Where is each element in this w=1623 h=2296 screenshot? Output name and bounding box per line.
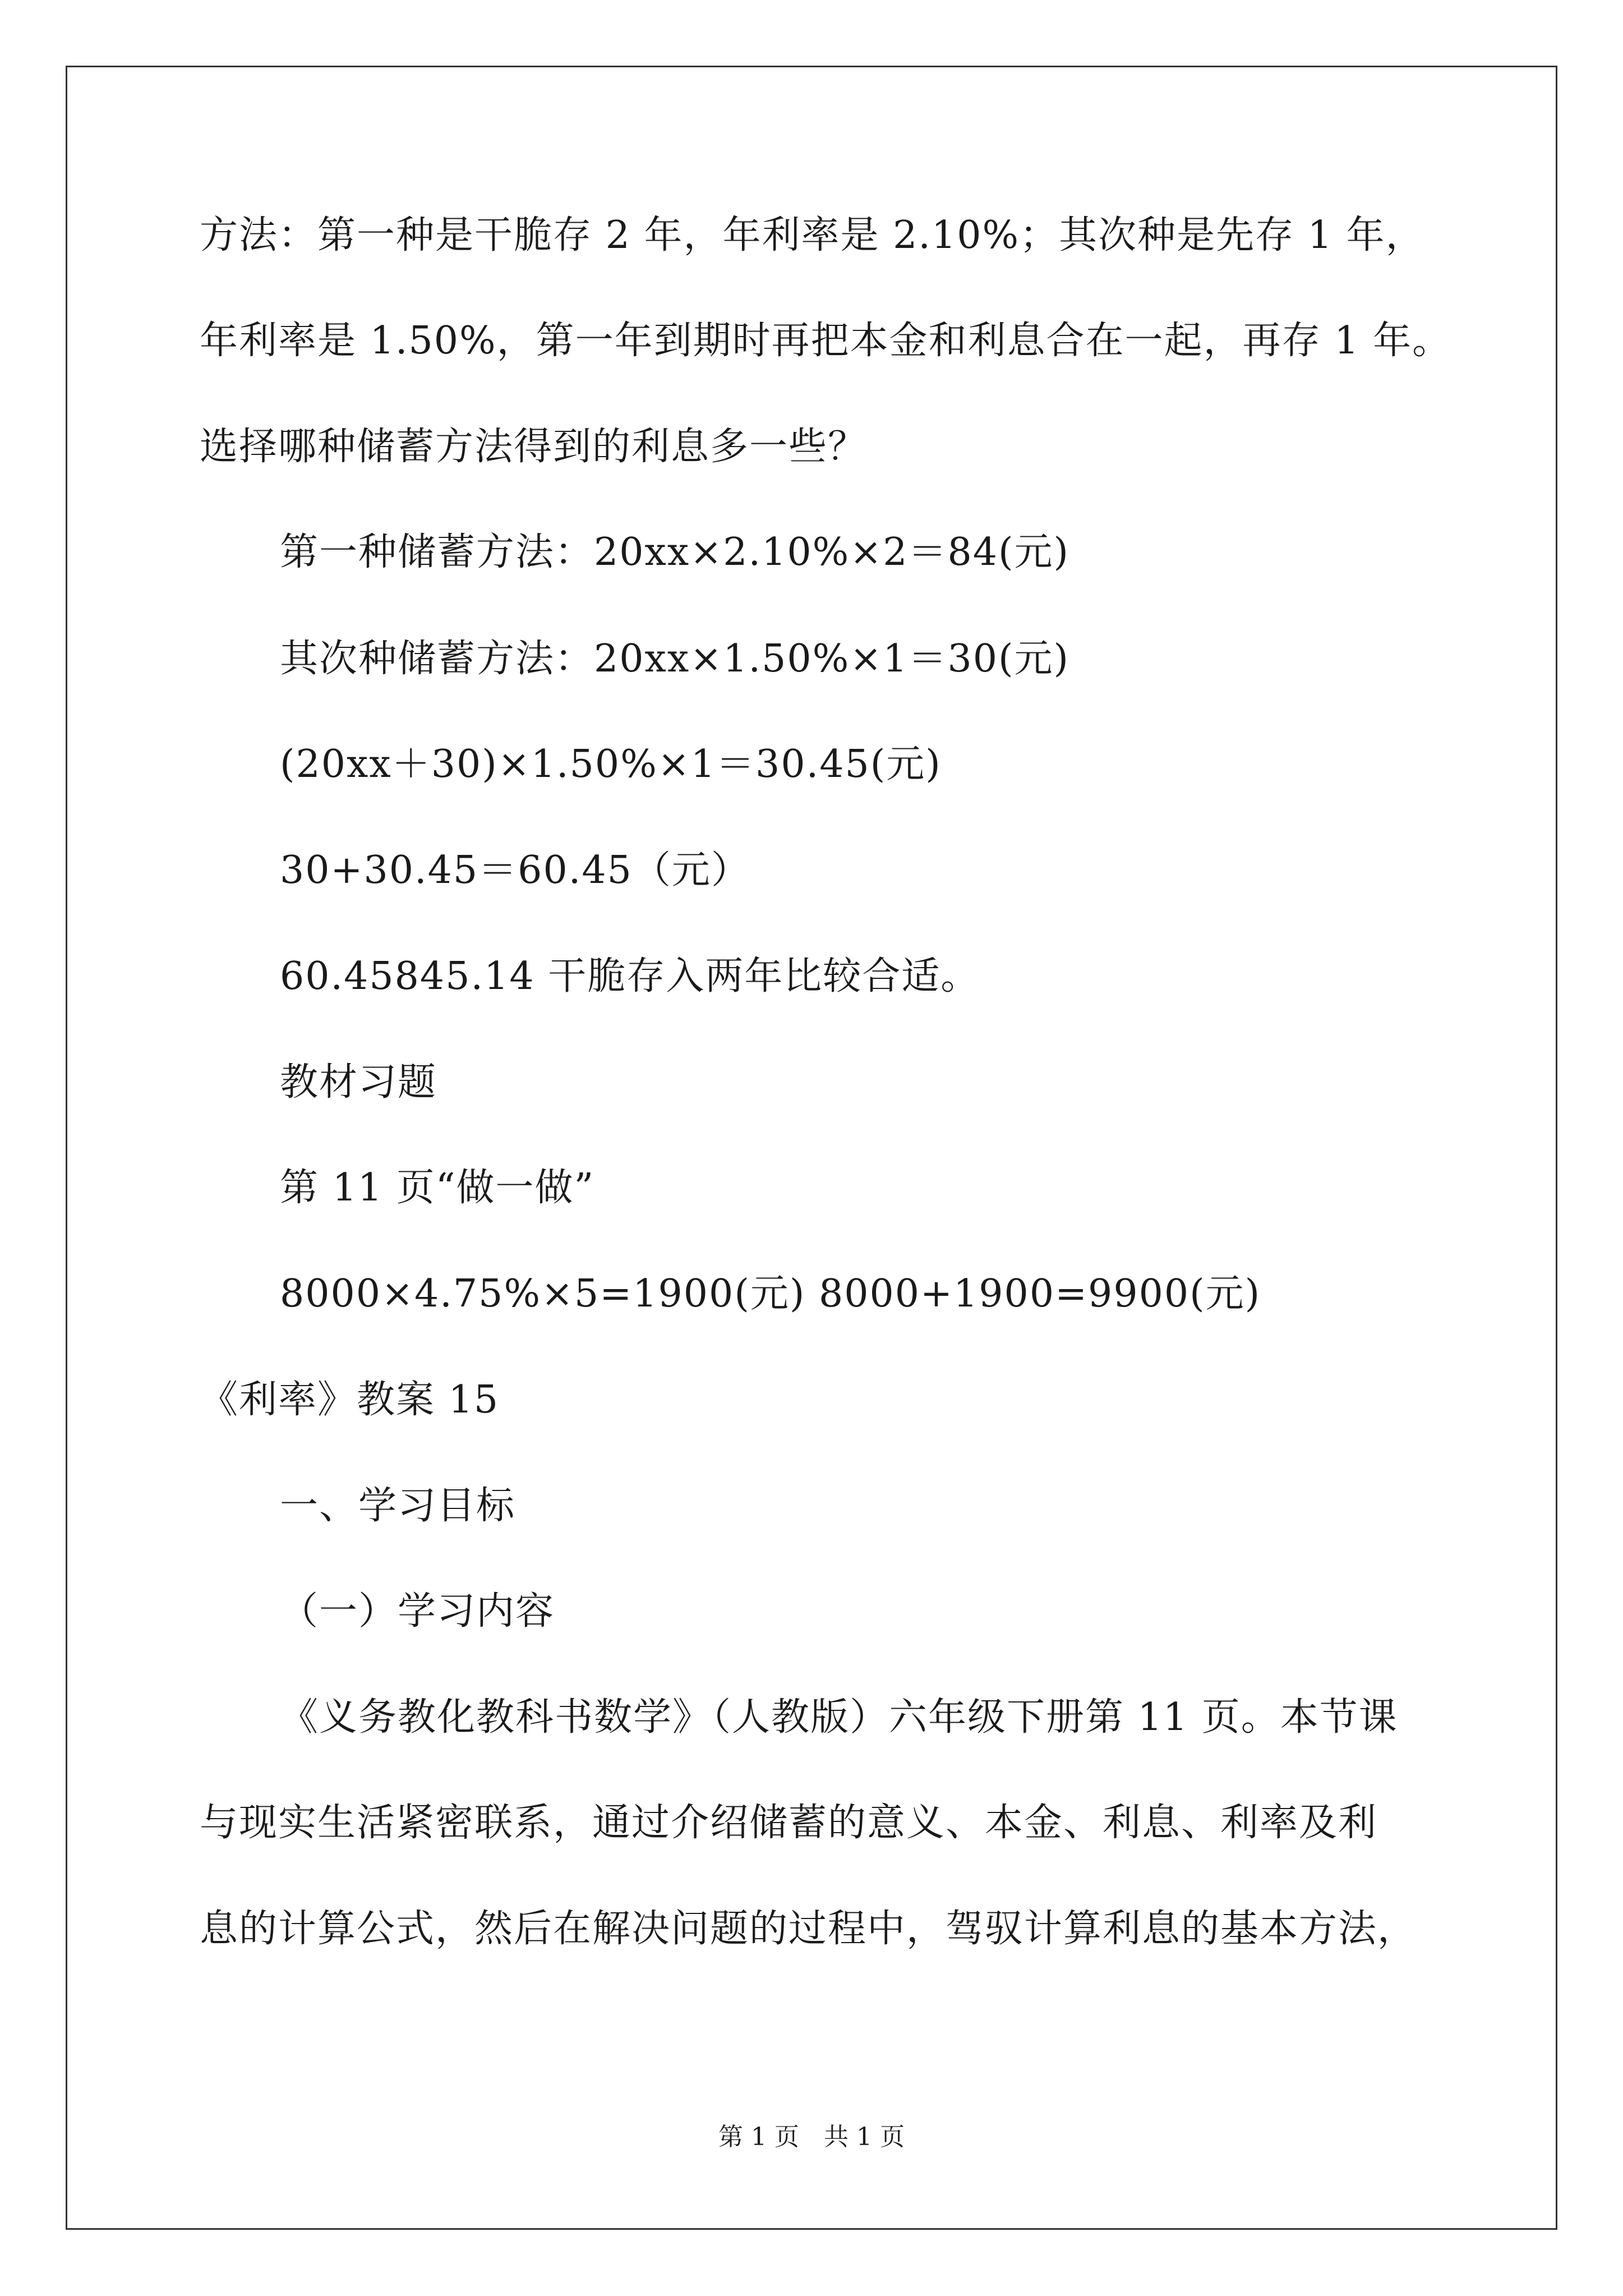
page-number: 第 1 页 共 1 页 xyxy=(718,2123,905,2151)
text-line: 息的计算公式，然后在解决问题的过程中，驾驭计算利息的基本方法， xyxy=(200,1907,1417,1951)
text-line: 选择哪种储蓄方法得到的利息多一些？ xyxy=(200,425,868,469)
text-line: 30+30.45＝60.45（元） xyxy=(280,848,750,892)
text-line: 方法：第一种是干脆存 2 年，年利率是 2.10%；其次种是先存 1 年， xyxy=(200,213,1425,257)
text-line: (20xx＋30)×1.50%×1＝30.45(元) xyxy=(280,742,942,786)
text-line: 其次种储蓄方法：20xx×1.50%×1＝30(元) xyxy=(280,637,1070,681)
subsection-heading: （一）学习内容 xyxy=(280,1589,555,1634)
text-line: 《义务教化教科书数学》（人教版）六年级下册第 11 页。本节课 xyxy=(280,1695,1398,1740)
text-line: 年利率是 1.50%，第一年到期时再把本金和利息合在一起，再存 1 年。 xyxy=(200,319,1452,363)
text-line: 与现实生活紧密联系，通过介绍储蓄的意义、本金、利息、利率及利 xyxy=(200,1801,1378,1845)
section-heading: 教材习题 xyxy=(280,1060,437,1105)
text-line: 第 11 页“做一做” xyxy=(280,1166,595,1210)
section-title: 《利率》教案 15 xyxy=(200,1378,500,1422)
text-line: 第一种储蓄方法：20xx×2.10%×2＝84(元) xyxy=(280,530,1070,574)
text-line: 60.45845.14 干脆存入两年比较合适。 xyxy=(280,954,980,999)
section-heading: 一、学习目标 xyxy=(280,1484,516,1528)
text-line: 8000×4.75%×5=1900(元) 8000+1900=9900(元) xyxy=(280,1272,1261,1316)
